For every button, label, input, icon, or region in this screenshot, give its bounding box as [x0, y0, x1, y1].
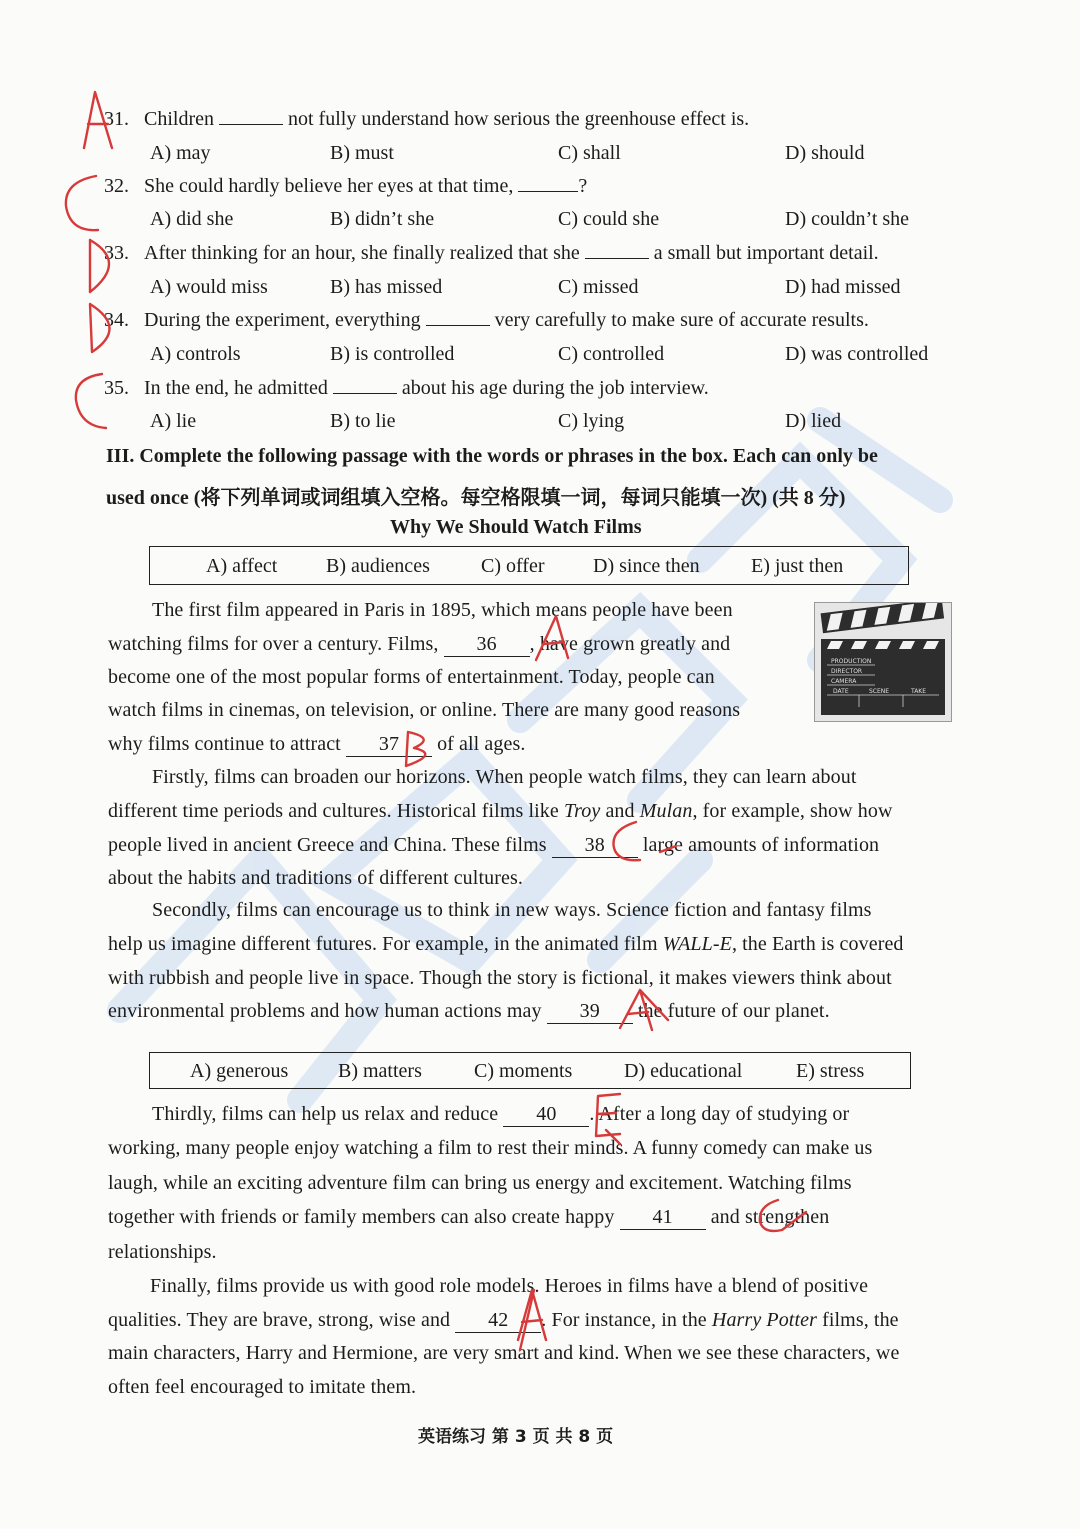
- question-number: 33.: [104, 242, 129, 264]
- question-stem: In the end, he admitted: [144, 377, 328, 399]
- passage-line: watch films in cinemas, on television, or online. There are many good reasons: [108, 699, 741, 721]
- passage-text: . After a long day of studying or: [589, 1103, 850, 1125]
- blank-40[interactable]: [503, 1103, 589, 1127]
- clapper-label: DIRECTOR: [831, 668, 863, 675]
- question-32: [104, 175, 587, 198]
- option-b: B) to lie: [330, 410, 396, 432]
- blank-number: 39: [579, 1000, 600, 1022]
- option-a: A) did she: [150, 208, 234, 230]
- question-number: 31.: [104, 108, 129, 130]
- word-option: A) affect: [206, 555, 278, 577]
- word-option: C) moments: [474, 1060, 573, 1082]
- passage-text: Thirdly, films can help us relax and reduce: [152, 1103, 499, 1125]
- passage-text: , for example, show how: [692, 800, 893, 822]
- option-b: B) didn’t she: [330, 208, 435, 230]
- passage-line: working, many people enjoy watching a film to rest their minds. A funny comedy can make us: [108, 1137, 873, 1159]
- passage-line: main characters, Harry and Hermione, are very smart and kind. When we see these characters, we: [108, 1342, 900, 1364]
- passage-line: [108, 1309, 899, 1333]
- blank-39[interactable]: [547, 1000, 633, 1024]
- blank-number: 37: [378, 733, 400, 755]
- passage-text: large amounts of information: [642, 834, 880, 856]
- question-stem: a small but important detail.: [653, 242, 879, 264]
- passage-text: , the Earth is covered: [731, 933, 904, 955]
- answer-blank[interactable]: [426, 325, 490, 326]
- passage-line: [108, 633, 730, 657]
- clapper-label: DATE: [833, 688, 849, 695]
- passage-title: Why We Should Watch Films: [390, 516, 642, 538]
- question-stem: about his age during the job interview.: [401, 377, 709, 399]
- question-stem: She could hardly believe her eyes at that time,: [144, 175, 514, 197]
- question-stem: ?: [578, 175, 588, 197]
- passage-line: [108, 733, 525, 757]
- answer-blank[interactable]: [219, 124, 283, 125]
- passage-line: [108, 1000, 830, 1024]
- question-stem: not fully understand how serious the greenhouse effect is.: [288, 108, 750, 130]
- option-b: B) is controlled: [330, 343, 455, 365]
- passage-line: [108, 834, 879, 858]
- option-d: D) had missed: [785, 276, 901, 298]
- film-title: Harry Potter: [711, 1309, 817, 1331]
- blank-41[interactable]: [620, 1206, 706, 1230]
- clapperboard-image: [814, 602, 952, 722]
- answer-mark-32: [66, 176, 98, 230]
- option-a: A) lie: [150, 410, 197, 432]
- passage-text: and strengthen: [710, 1206, 830, 1228]
- option-b: B) must: [330, 142, 394, 164]
- option-d: D) couldn’t she: [785, 208, 910, 230]
- question-35: [104, 377, 709, 400]
- blank-number: 38: [584, 834, 605, 856]
- option-d: D) lied: [785, 410, 842, 432]
- answer-blank[interactable]: [333, 393, 397, 394]
- option-d: D) was controlled: [785, 343, 929, 365]
- option-c: C) lying: [558, 410, 625, 432]
- clapper-label: PRODUCTION: [831, 658, 872, 665]
- passage-line: Finally, films provide us with good role models. Heroes in films have a blend of positive: [150, 1275, 869, 1297]
- word-option: C) offer: [481, 555, 545, 577]
- passage-line: often feel encouraged to imitate them.: [108, 1376, 417, 1398]
- passage-line: [108, 800, 893, 823]
- passage-text: . For instance, in the: [541, 1309, 707, 1331]
- clapper-label: CAMERA: [831, 678, 857, 685]
- word-option: E) just then: [751, 555, 844, 577]
- word-option: B) audiences: [326, 555, 430, 577]
- blank-number: 40: [536, 1103, 557, 1125]
- passage-text: , have grown greatly and: [529, 633, 731, 655]
- film-title: WALL-E: [662, 933, 732, 955]
- passage-line: Secondly, films can encourage us to think in new ways. Science fiction and fantasy films: [152, 899, 872, 921]
- film-title: Mulan: [639, 800, 693, 822]
- option-c: C) missed: [558, 276, 639, 298]
- question-number: 35.: [104, 377, 129, 399]
- question-number: 34.: [104, 309, 129, 331]
- blank-36[interactable]: [444, 633, 530, 657]
- passage-text: help us imagine different futures. For example, in the animated film: [108, 933, 658, 955]
- blank-number: 42: [488, 1309, 509, 1331]
- word-option: D) educational: [624, 1060, 743, 1082]
- clapper-label: TAKE: [911, 688, 927, 695]
- word-option: A) generous: [190, 1060, 289, 1082]
- clapperboard-icon: [815, 603, 951, 721]
- passage-line: with rubbish and people live in space. Though the story is fictional, it makes viewers think about: [108, 967, 892, 989]
- section-instruction: III. Complete the following passage with the words or phrases in the box. Each can only be: [106, 445, 878, 467]
- word-option: E) stress: [796, 1060, 865, 1082]
- passage-text: watching films for over a century. Films,: [108, 633, 439, 655]
- question-stem: During the experiment, everything: [144, 309, 421, 331]
- question-stem: After thinking for an hour, she finally realized that she: [144, 242, 580, 264]
- passage-text: environmental problems and how human actions may: [108, 1000, 542, 1022]
- passage-line: The first film appeared in Paris in 1895, which means people have been: [152, 599, 733, 621]
- passage-text: people lived in ancient Greece and China. These films: [108, 834, 547, 856]
- question-number: 32.: [104, 175, 129, 197]
- passage-text: the future of our planet.: [637, 1000, 830, 1022]
- word-box-2: [149, 1052, 911, 1089]
- option-a: A) may: [150, 142, 211, 164]
- answer-blank[interactable]: [518, 191, 578, 192]
- section-instruction: used once (将下列单词或词组填入空格。每空格限填一词，每词只能填一次) (共 8 分): [106, 487, 846, 509]
- question-33: [104, 242, 879, 265]
- word-box-1: [149, 546, 909, 585]
- passage-text: qualities. They are brave, strong, wise and: [108, 1309, 451, 1331]
- film-title: Troy: [563, 800, 601, 822]
- passage-text: different time periods and cultures. Historical films like: [108, 800, 559, 822]
- question-stem: Children: [144, 108, 214, 130]
- blank-number: 41: [652, 1206, 673, 1228]
- passage-text: why films continue to attract: [108, 733, 341, 755]
- option-a: A) controls: [150, 343, 241, 365]
- blank-42[interactable]: [455, 1309, 541, 1333]
- option-c: C) controlled: [558, 343, 665, 365]
- passage-line: about the habits and traditions of different cultures.: [108, 867, 523, 889]
- option-c: C) shall: [558, 142, 621, 164]
- option-a: A) would miss: [150, 276, 268, 298]
- passage-line: [152, 1103, 849, 1127]
- blank-38[interactable]: [552, 834, 638, 858]
- answer-mark-35: [76, 374, 106, 428]
- question-stem: very carefully to make sure of accurate results.: [494, 309, 869, 331]
- question-34: [104, 309, 869, 332]
- passage-line: relationships.: [108, 1241, 217, 1263]
- passage-text: together with friends or family members can also create happy: [108, 1206, 615, 1228]
- word-option: D) since then: [593, 555, 700, 577]
- passage-line: Firstly, films can broaden our horizons. When people watch films, they can learn about: [152, 766, 857, 788]
- option-c: C) could she: [558, 208, 660, 230]
- blank-number: 36: [476, 633, 497, 655]
- word-option: B) matters: [338, 1060, 422, 1082]
- passage-line: laugh, while an exciting adventure film can bring us energy and excitement. Watching films: [108, 1172, 852, 1194]
- clapper-label: SCENE: [869, 688, 890, 695]
- option-d: D) should: [785, 142, 865, 164]
- passage-line: [108, 933, 904, 956]
- blank-37[interactable]: [346, 733, 432, 757]
- passage-text: of all ages.: [437, 733, 526, 755]
- option-b: B) has missed: [330, 276, 443, 298]
- answer-blank[interactable]: [585, 258, 649, 259]
- question-31: [104, 108, 749, 131]
- page-footer: 英语练习 第 3 页 共 8 页: [418, 1427, 614, 1447]
- passage-line: become one of the most popular forms of entertainment. Today, people can: [108, 666, 715, 688]
- passage-text: and: [605, 800, 635, 822]
- passage-line: [108, 1206, 829, 1230]
- passage-text: films, the: [822, 1309, 899, 1331]
